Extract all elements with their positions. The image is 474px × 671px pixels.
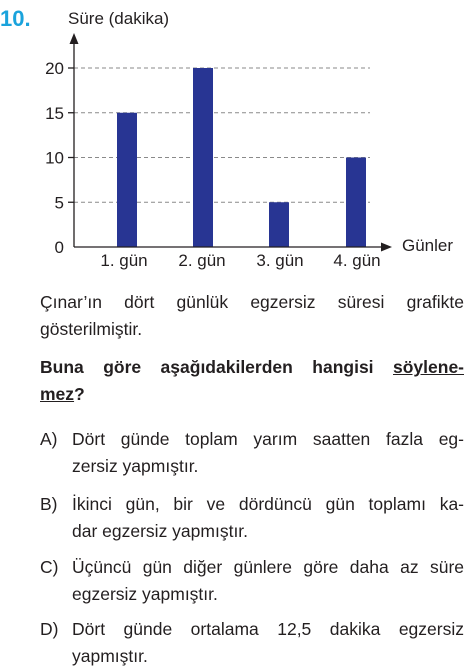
question-intro	[40, 289, 464, 343]
option-b[interactable]	[40, 491, 464, 545]
y-tick-label: 0	[54, 238, 64, 257]
x-axis-title: Günler	[402, 236, 454, 255]
y-axis-title: Süre (dakika)	[68, 9, 170, 28]
option-c[interactable]	[40, 554, 464, 608]
intro-line-2: gösterilmiştir.	[40, 319, 143, 339]
option-d[interactable]	[40, 616, 464, 670]
y-tick-label: 5	[54, 193, 64, 213]
prompt-line-2	[40, 381, 464, 408]
bar	[346, 158, 366, 248]
option-c-line-2: egzersiz yapmıştır.	[72, 584, 218, 604]
intro-line-1: Çınar’ın dört günlük egzersiz süresi grafikte	[40, 292, 464, 312]
bar	[269, 202, 289, 247]
option-d-label: D)	[40, 619, 59, 639]
option-d-line-2: yapmıştır.	[72, 646, 148, 666]
prompt-end: ?	[74, 384, 85, 404]
prompt-text: Buna göre aşağıdakilerden hangisi	[40, 357, 374, 377]
y-axis-arrow-icon	[70, 33, 79, 44]
x-tick-label: 2. gün	[178, 251, 226, 270]
y-tick-label: 20	[45, 59, 64, 78]
prompt-line-1	[40, 354, 464, 381]
bar	[117, 113, 137, 247]
x-tick-label: 1. gün	[100, 251, 148, 270]
option-a[interactable]	[40, 426, 464, 480]
x-tick-label: 4. gün	[333, 251, 381, 270]
option-d-line-1: Dört günde ortalama 12,5 dakika egzersiz	[72, 619, 464, 639]
option-c-line-1: Üçüncü gün diğer günlere göre daha az süre	[72, 557, 464, 577]
option-a-line-1: Dört günde toplam yarım saatten fazla eg-	[72, 429, 464, 449]
option-b-line-2: dar egzersiz yapmıştır.	[72, 521, 249, 541]
question-prompt	[40, 354, 464, 408]
bar-chart	[0, 0, 474, 290]
option-c-label: C)	[40, 557, 59, 577]
option-a-line-2: zersiz yapmıştır.	[72, 456, 199, 476]
bar	[193, 68, 213, 247]
y-tick-label: 15	[45, 103, 64, 123]
option-b-line-1: İkinci gün, bir ve dördüncü gün toplamı ka-	[72, 494, 464, 514]
question-number: 10.	[0, 6, 31, 31]
option-a-label: A)	[40, 429, 58, 449]
y-tick-label: 10	[45, 148, 64, 168]
prompt-underlined-1: söylene-	[393, 357, 464, 377]
x-tick-label: 3. gün	[256, 251, 304, 270]
x-axis-arrow-icon	[381, 243, 392, 252]
prompt-underlined-2: mez	[40, 384, 75, 404]
option-b-label: B)	[40, 494, 58, 514]
